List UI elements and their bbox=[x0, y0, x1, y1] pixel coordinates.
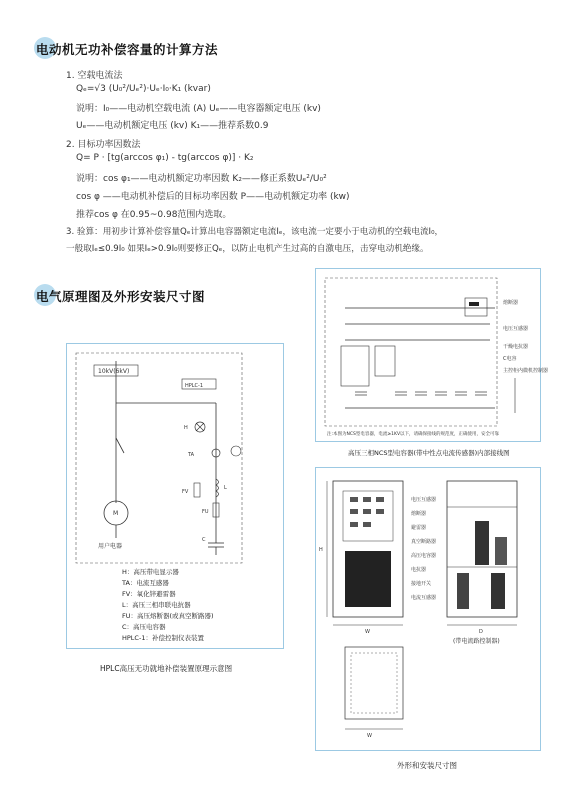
callout: 高压电容器 bbox=[411, 553, 437, 559]
section-title-calculation: 电动机无功补偿容量的计算方法 bbox=[36, 40, 218, 58]
reactor-box bbox=[375, 346, 395, 376]
fuse-body bbox=[491, 573, 505, 609]
plan-dim: W bbox=[367, 733, 372, 739]
arrester-icon bbox=[194, 483, 200, 497]
legend-item: C：高压电容器 bbox=[122, 623, 166, 631]
principle-diagram-caption: HPLC高压无功就地补偿装置原理示意图 bbox=[100, 664, 233, 673]
ct-symbol-icon bbox=[231, 446, 241, 456]
side-label: 主控柜内微机控制器 bbox=[503, 368, 549, 374]
legend-item: TA：电流互感器 bbox=[122, 579, 169, 587]
formula-line-6: Q= P · [tg(arccos φ₁) - tg(arccos φ)] · K₂ bbox=[76, 153, 254, 163]
callout: 电压互感器 bbox=[411, 497, 437, 503]
callout: 电流互感器 bbox=[411, 595, 437, 601]
arrester-body bbox=[457, 573, 469, 609]
formula-line-5: 2. 目标功率因数法 bbox=[66, 140, 141, 150]
legend-item: H：高压带电显示器 bbox=[122, 568, 179, 576]
motor-letter: M bbox=[113, 510, 119, 517]
voltage-label: 10kV(6kV) bbox=[98, 368, 130, 375]
formula-line-11: 一般取Iₑ≤0.9I₀ 如果Iₑ>0.9I₀则要修正Qₑ，以防止电机产生过高的自激电压，击穿电动机绝缘。 bbox=[66, 244, 429, 254]
legend-item: FV：氧化锌避雷器 bbox=[122, 590, 176, 598]
legend-item: HPLC-1：补偿控制仪表装置 bbox=[122, 634, 204, 642]
inner-caption: (带电流路控制器) bbox=[453, 638, 500, 645]
capacitor-body bbox=[475, 521, 489, 565]
formula-line-7: 说明：cos φ₁——电动机额定功率因数 K₂——修正系数Uₑ²/U₀² bbox=[76, 174, 327, 184]
callout: 熔断器 bbox=[411, 511, 427, 517]
side-label: 熔断器 bbox=[503, 300, 519, 306]
callout: 电抗器 bbox=[411, 567, 427, 573]
label-ta: TA bbox=[188, 452, 195, 458]
hplc-label: HPLC-1 bbox=[185, 383, 204, 389]
label-fv: FV bbox=[182, 489, 189, 495]
formula-line-1: 1. 空载电流法 bbox=[66, 71, 123, 81]
cabinet-lower-door bbox=[345, 551, 391, 607]
motor-label: 用户电器 bbox=[98, 543, 123, 550]
label-fu: FU bbox=[202, 509, 209, 515]
switch-icon bbox=[116, 438, 124, 453]
legend-item: FU：高压熔断器(或真空断路器) bbox=[122, 612, 214, 620]
formula-line-8: cos φ ——电动机补偿后的目标功率因数 P——电动机额定功率 (kw) bbox=[76, 192, 350, 202]
callout: 接地开关 bbox=[411, 581, 432, 587]
callout: 真空断路器 bbox=[411, 539, 437, 545]
dashed-frame bbox=[76, 353, 242, 563]
formula-line-10: 3. 验算：用初步计算补偿容量Qₑ计算出电容器额定电流Iₑ，该电流一定要小于电动机的空载电流I₀， bbox=[66, 227, 444, 237]
formula-line-2: Qₑ=√3 (U₀²/Uₑ²)·Uₑ·I₀·K₁ (kvar) bbox=[76, 84, 211, 94]
wiring-diagram bbox=[315, 268, 549, 440]
dim-w: W bbox=[365, 629, 370, 635]
dim-d: D bbox=[479, 629, 483, 635]
label-h: H bbox=[184, 425, 188, 431]
formula-line-3: 说明：I₀——电动机空载电流 (A) Uₑ——电容器额定电压 (kv) bbox=[76, 104, 321, 114]
wiring-note: 注:本图为NCS型电容器，电流≥1KV以下，请确保接线的规范度，正确使用，安全可靠 bbox=[327, 432, 500, 437]
label-c: C bbox=[202, 537, 206, 543]
wiring-diagram-caption: 高压三相NCS型电容器(带中性点电流传感器)内部接线图 bbox=[348, 449, 510, 457]
side-label: 电压互感器 bbox=[503, 326, 529, 332]
dashed-frame bbox=[325, 278, 497, 426]
formula-line-9: 推荐cos φ 在0.95~0.98范围内选取。 bbox=[76, 210, 232, 220]
dim-h: H bbox=[319, 547, 323, 553]
legend-item: L：高压三相串联电抗器 bbox=[122, 601, 191, 609]
outline-diagram bbox=[315, 467, 539, 749]
section-title-diagrams: 电气原理图及外形安装尺寸图 bbox=[36, 287, 205, 305]
side-label: 干燥电抗器 bbox=[503, 344, 529, 350]
plan-view bbox=[345, 647, 403, 719]
formula-line-4: Uₑ——电动机额定电压 (kv) K₁——推荐系数0.9 bbox=[76, 121, 269, 131]
label-l: L bbox=[224, 485, 227, 491]
side-label: C电容 bbox=[503, 356, 517, 362]
reactor-box bbox=[341, 346, 369, 386]
ct-box bbox=[465, 298, 487, 316]
callout: 避雷器 bbox=[411, 525, 427, 531]
reactor-body bbox=[495, 537, 507, 565]
outline-diagram-caption: 外形和安装尺寸图 bbox=[397, 761, 457, 770]
